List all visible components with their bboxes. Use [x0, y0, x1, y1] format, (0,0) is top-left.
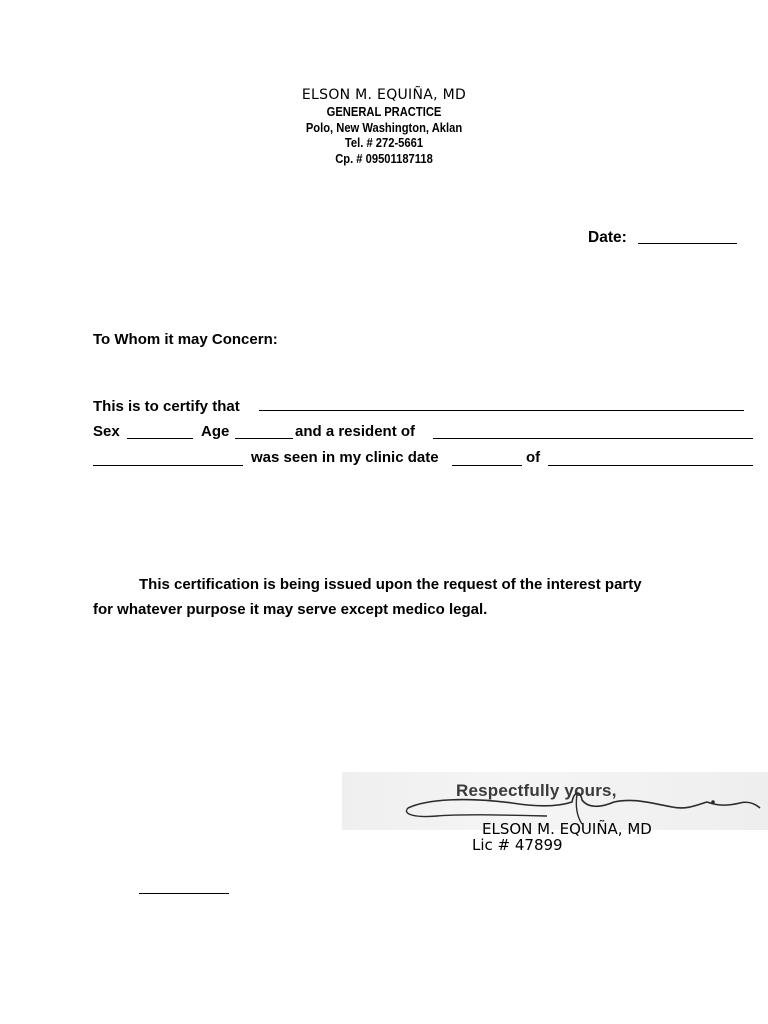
specialty: GENERAL PRACTICE — [326, 104, 442, 119]
residence-continued-blank[interactable] — [93, 465, 243, 466]
clinic-address: Polo, New Washington, Aklan — [305, 120, 463, 135]
respectfully-yours-closing: Respectfully yours, — [456, 781, 617, 800]
clinic-date-blank[interactable] — [452, 465, 522, 466]
license-number: Lic # 47899 — [472, 836, 563, 854]
signatory-name: ELSON M. EQUIÑA, MD — [482, 820, 652, 838]
diagnosis-blank[interactable] — [548, 465, 753, 466]
residence-blank[interactable] — [433, 438, 753, 439]
cellphone: Cp. # 09501187118 — [335, 151, 433, 166]
salutation: To Whom it may Concern: — [93, 331, 278, 348]
of-label: of — [526, 449, 541, 466]
telephone: Tel. # 272-5661 — [344, 135, 424, 150]
age-label: Age — [201, 423, 230, 440]
doctor-name-header: ELSON M. EQUIÑA, MD — [301, 87, 467, 103]
certification-line-1: This certification is being issued upon the request of the interest party — [139, 576, 642, 593]
date-blank[interactable] — [638, 243, 737, 244]
age-blank[interactable] — [235, 438, 293, 439]
certification-line-2: for whatever purpose it may serve except medico legal. — [93, 601, 488, 618]
sex-label: Sex — [93, 423, 120, 440]
sex-blank[interactable] — [127, 438, 193, 439]
bottom-blank-line[interactable] — [139, 893, 229, 894]
certify-label: This is to certify that — [93, 398, 240, 415]
seen-label: was seen in my clinic date — [251, 449, 439, 466]
patient-name-blank[interactable] — [259, 410, 744, 411]
resident-label: and a resident of — [295, 423, 416, 440]
date-label: Date: — [588, 229, 627, 246]
